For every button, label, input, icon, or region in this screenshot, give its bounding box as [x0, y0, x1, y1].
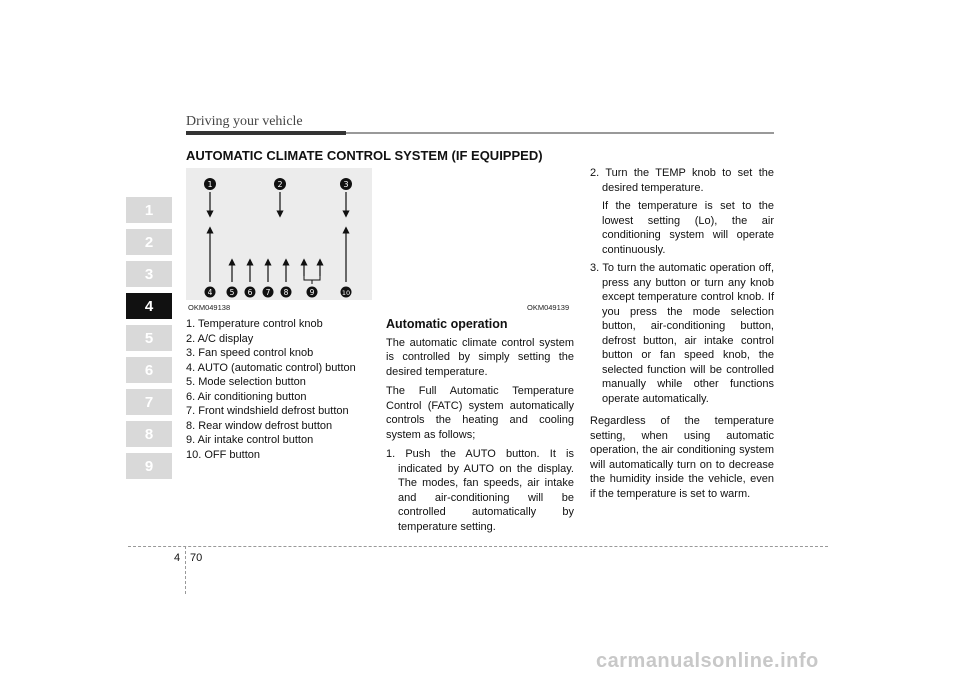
list-item: 6. Air conditioning button	[186, 390, 307, 403]
control-panel-diagram	[186, 168, 372, 300]
svg-text:7: 7	[265, 288, 271, 297]
list-item: 3. Fan speed control knob	[186, 347, 314, 359]
badge-1	[204, 178, 216, 190]
badge-5	[227, 287, 238, 298]
svg-text:1: 1	[207, 180, 213, 189]
svg-text:5: 5	[229, 288, 235, 297]
svg-text:10: 10	[341, 289, 351, 297]
chapter-tab-1[interactable]: 1	[126, 197, 172, 223]
figure-2-caption: OKM049139	[527, 303, 570, 312]
svg-text:4: 4	[207, 288, 213, 297]
chapter-tab-3[interactable]: 3	[126, 261, 172, 287]
badge-4	[205, 287, 216, 298]
paragraph: The automatic climate control system is controlled by simply setting the desired temperature.	[386, 336, 574, 378]
list-item: 2. A/C display	[186, 332, 254, 345]
header-rule-accent	[186, 131, 346, 135]
step-2: 2. Turn the TEMP knob to set the desired temperature.	[590, 167, 774, 194]
list-item: 7. Front windshield defrost button	[186, 405, 349, 417]
header-title: Driving your vehicle	[186, 114, 303, 129]
section-title: AUTOMATIC CLIMATE CONTROL SYSTEM (IF EQUIPPED)	[186, 148, 543, 163]
badge-2	[274, 178, 286, 190]
list-item: 10. OFF button	[186, 448, 260, 461]
list-item: 5. Mode selection button	[186, 376, 306, 388]
chapter-tab-9[interactable]: 9	[126, 453, 172, 479]
svg-text:2: 2	[277, 180, 283, 189]
chapter-tab-4[interactable]: 4	[126, 293, 172, 319]
list-item: 4. AUTO (automatic control) button	[186, 361, 356, 374]
svg-text:8: 8	[283, 288, 289, 297]
step-1: 1. Push the AUTO button. It is indicated by AUTO on the display. The modes, fan speeds, air intake and air-conditioning will be controlled automatically by temperature setting.	[386, 448, 574, 533]
badge-8	[281, 287, 292, 298]
page-chapter: 4	[174, 552, 181, 564]
footer-rule	[128, 546, 828, 547]
badge-3	[340, 178, 352, 190]
list-item: 8. Rear window defrost button	[186, 419, 333, 432]
list-item: 9. Air intake control button	[186, 434, 314, 446]
figure-1-caption: OKM049138	[188, 303, 231, 312]
chapter-tab-2[interactable]: 2	[126, 229, 172, 255]
chapter-tab-7[interactable]: 7	[126, 389, 172, 415]
badge-9	[307, 287, 318, 298]
chapter-tab-6[interactable]: 6	[126, 357, 172, 383]
list-item: 1. Temperature control knob	[186, 318, 323, 330]
step-3: 3. To turn the automatic operation off, press any button or turn any knob except temperature control knob. If you press the mode selection button, air-conditioning button, defrost button, air intake control button or fan speed knob, the selected function will be controlled manually while other functions operate automatically.	[590, 262, 774, 405]
badge-6	[245, 287, 256, 298]
page-number: 70	[190, 552, 203, 564]
control-panel-figure	[186, 168, 372, 300]
paragraph: Regardless of the temperature setting, when using automatic operation, the air conditioning system will automatically turn on to decrease the humidity inside the vehicle, even if the temperature is set to warm.	[590, 415, 774, 500]
paragraph: The Full Automatic Temperature Control (FATC) system automatically controls the heating and cooling system as follows;	[386, 385, 574, 441]
svg-text:6: 6	[247, 288, 253, 297]
automatic-operation-heading: Automatic operation	[386, 317, 508, 331]
automatic-operation-section	[386, 317, 574, 538]
watermark: carmanualsonline.info	[596, 650, 819, 672]
badge-7	[263, 287, 274, 298]
chapter-tab-8[interactable]: 8	[126, 421, 172, 447]
badge-10	[341, 287, 352, 298]
svg-text:3: 3	[343, 180, 349, 189]
chapter-tab-5[interactable]: 5	[126, 325, 172, 351]
right-column	[590, 166, 774, 506]
components-list	[186, 317, 376, 462]
svg-text:9: 9	[309, 288, 315, 297]
chapter-tabs	[126, 197, 172, 485]
footer-divider	[185, 546, 186, 594]
step-2-note: If the temperature is set to the lowest setting (Lo), the air conditioning system will operate continuously.	[602, 200, 774, 256]
bracket-9	[304, 276, 320, 280]
